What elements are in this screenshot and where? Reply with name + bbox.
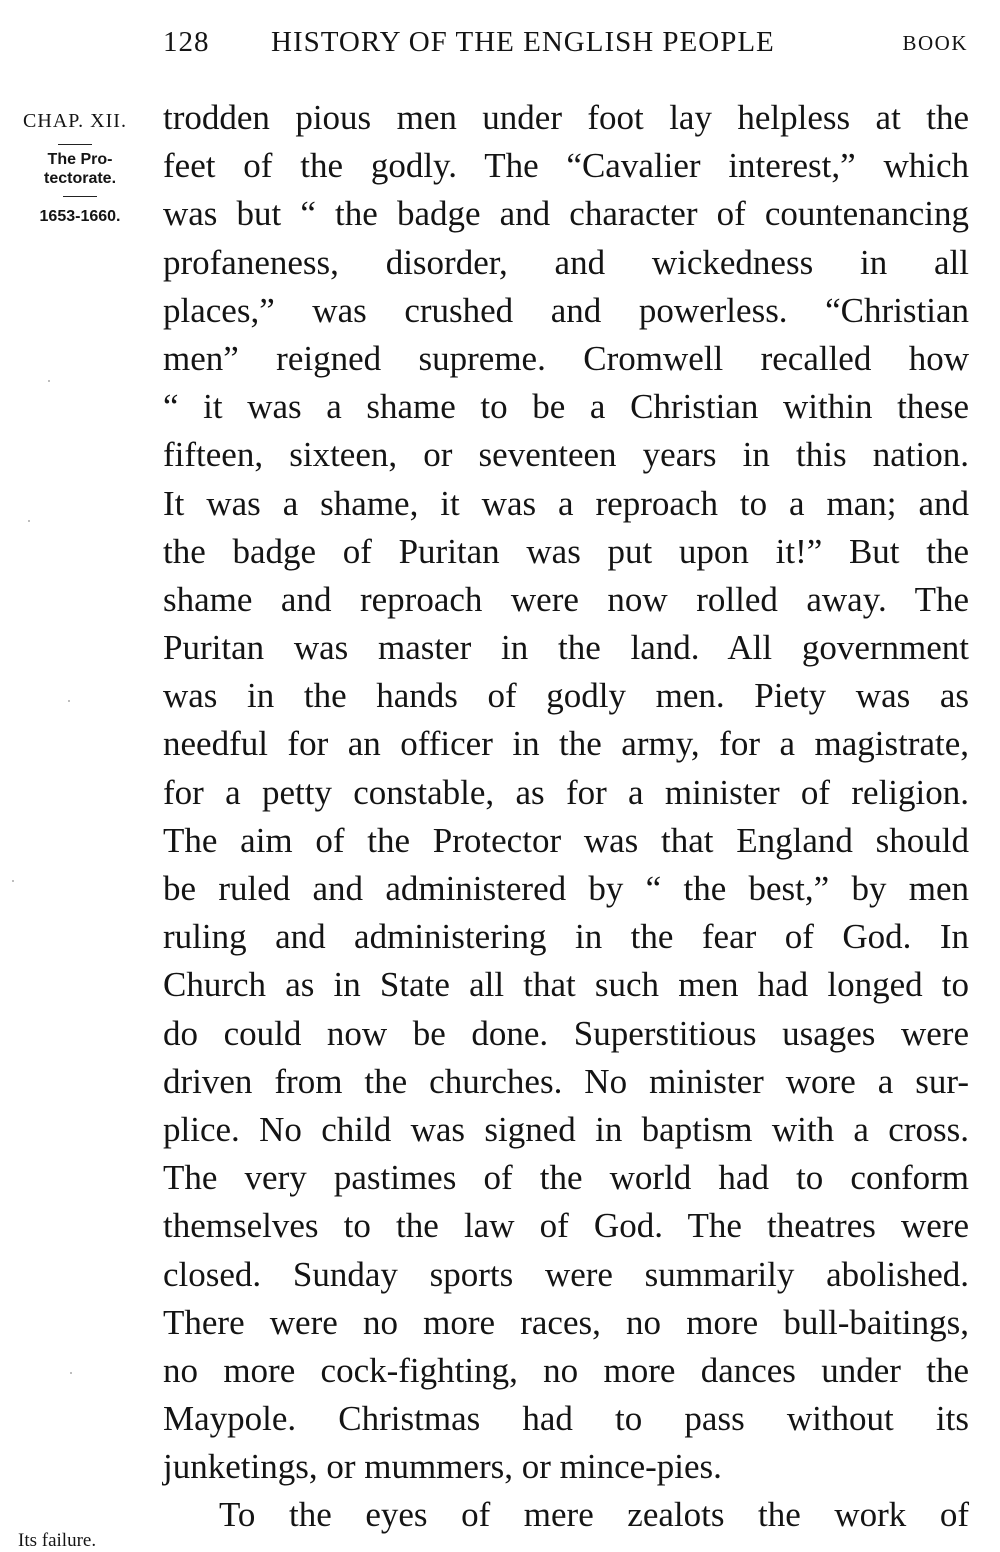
margin-rule-mid bbox=[63, 196, 97, 197]
sidenote-dates: 1653-1660. bbox=[39, 208, 121, 225]
scan-speck bbox=[28, 520, 30, 522]
text-line: for a petty constable, as for a minister of religion. bbox=[163, 772, 969, 812]
scan-speck bbox=[68, 700, 70, 702]
text-line: be ruled and administered by “ the best,” by men bbox=[163, 869, 969, 908]
text-line: The aim of the Protector was that England should bbox=[163, 820, 969, 860]
book-label: BOOK bbox=[902, 31, 968, 55]
text-line: trodden pious men under foot lay helpless at the bbox=[163, 98, 969, 137]
text-line: closed. Sunday sports were summarily abolished. bbox=[163, 1254, 969, 1294]
text-line: men” reigned supreme. Cromwell recalled how bbox=[163, 338, 969, 378]
text-line: no more cock-fighting, no more dances under the bbox=[163, 1350, 969, 1390]
text-line: do could now be done. Superstitious usages were bbox=[163, 1013, 969, 1053]
text-line: needful for an officer in the army, for a magistrate, bbox=[163, 724, 969, 764]
sidenote-title-line2: tectorate. bbox=[43, 170, 117, 187]
text-line: the badge of Puritan was put upon it!” But the bbox=[163, 531, 969, 571]
page-number: 128 bbox=[163, 26, 210, 58]
body-text bbox=[163, 94, 969, 1540]
text-line: plice. No child was signed in baptism with a cross. bbox=[163, 1109, 969, 1149]
text-line: “ it was a shame to be a Christian within these bbox=[163, 387, 969, 427]
text-line: There were no more races, no more bull-baitings, bbox=[163, 1302, 969, 1342]
text-line: fifteen, sixteen, or seventeen years in this nation. bbox=[163, 435, 969, 475]
text-line: Puritan was master in the land. All government bbox=[163, 628, 969, 668]
text-line: junketings, or mummers, or mince-pies. bbox=[163, 1447, 722, 1487]
scan-speck bbox=[70, 1372, 72, 1374]
scan-speck bbox=[48, 380, 50, 382]
scan-speck bbox=[12, 880, 14, 882]
text-line: The very pastimes of the world had to conform bbox=[163, 1158, 969, 1198]
text-line: feet of the godly. The “Cavalier interest,” which bbox=[163, 146, 969, 186]
text-line: was but “ the badge and character of countenancing bbox=[163, 194, 969, 234]
chapter-label: CHAP. XII. bbox=[23, 110, 127, 132]
sidenote-failure: Its failure. bbox=[18, 1530, 97, 1551]
text-line: It was a shame, it was a reproach to a man; and bbox=[163, 483, 969, 523]
text-line: Church as in State all that such men had longed to bbox=[163, 965, 969, 1005]
sidenote bbox=[18, 150, 142, 226]
text-line: driven from the churches. No minister wore a sur- bbox=[163, 1061, 969, 1101]
text-line: Maypole. Christmas had to pass without its bbox=[163, 1399, 969, 1439]
running-title: HISTORY OF THE ENGLISH PEOPLE bbox=[271, 26, 775, 58]
text-line: profaneness, disorder, and wickedness in all bbox=[163, 242, 969, 282]
text-line: was in the hands of godly men. Piety was as bbox=[163, 676, 969, 716]
sidenote-title-line1: The Pro- bbox=[47, 151, 113, 168]
text-line: shame and reproach were now rolled away. The bbox=[163, 579, 969, 619]
text-line: ruling and administering in the fear of God. In bbox=[163, 917, 969, 957]
running-header bbox=[163, 22, 968, 62]
text-line-paragraph-start: To the eyes of mere zealots the work of bbox=[219, 1495, 969, 1535]
text-line: themselves to the law of God. The theatres were bbox=[163, 1206, 969, 1246]
text-line: places,” was crushed and powerless. “Christian bbox=[163, 290, 969, 330]
margin-rule-top bbox=[58, 144, 92, 145]
